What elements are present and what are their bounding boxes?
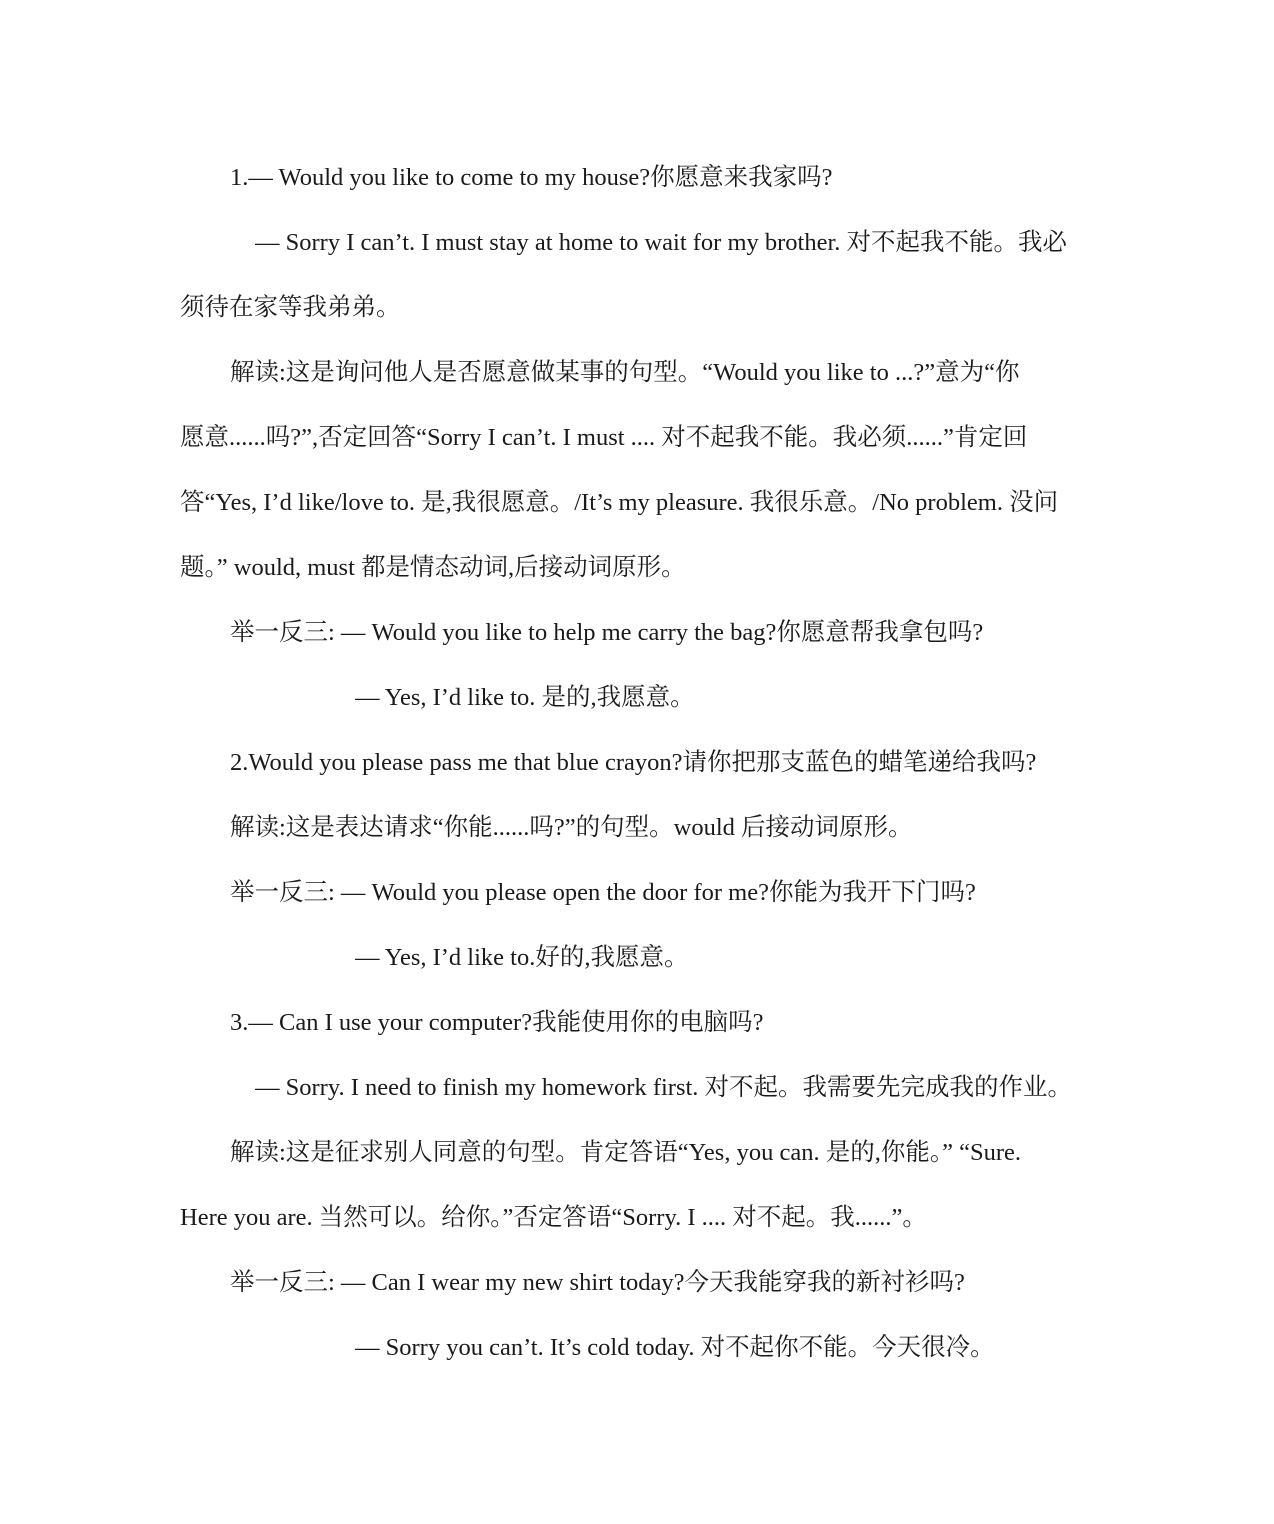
text-line: 解读:这是征求别人同意的句型。肯定答语“Yes, you can. 是的,你能。” “Sure. bbox=[230, 1139, 1021, 1166]
text-line: 3.— Can I use your computer?我能使用你的电脑吗? bbox=[230, 1009, 764, 1036]
text-line: 题。” would, must 都是情态动词,后接动词原形。 bbox=[180, 554, 686, 581]
text-line: 举一反三: — Can I wear my new shirt today?今天我能穿我的新衬衫吗? bbox=[230, 1269, 965, 1296]
text-line: — Yes, I’d like to. 是的,我愿意。 bbox=[355, 684, 695, 711]
text-line: — Sorry you can’t. It’s cold today. 对不起你不能。今天很冷。 bbox=[355, 1334, 995, 1361]
text-line: — Sorry I can’t. I must stay at home to wait for my brother. 对不起我不能。我必 bbox=[255, 229, 1068, 256]
text-line: 解读:这是表达请求“你能......吗?”的句型。would 后接动词原形。 bbox=[230, 814, 913, 841]
text-line: 举一反三: — Would you like to help me carry the bag?你愿意帮我拿包吗? bbox=[230, 619, 984, 646]
text-line: Here you are. 当然可以。给你。”否定答语“Sorry. I .... 对不起。我......”。 bbox=[180, 1204, 927, 1231]
text-line: 2.Would you please pass me that blue crayon?请你把那支蓝色的蜡笔递给我吗? bbox=[230, 749, 1037, 776]
text-line: 愿意......吗?”,否定回答“Sorry I can’t. I must .... 对不起我不能。我必须......”肯定回 bbox=[180, 424, 1028, 451]
text-line: 答“Yes, I’d like/love to. 是,我很愿意。/It’s my pleasure. 我很乐意。/No problem. 没问 bbox=[180, 489, 1059, 516]
text-line: 举一反三: — Would you please open the door for me?你能为我开下门吗? bbox=[230, 879, 976, 906]
text-line: 解读:这是询问他人是否愿意做某事的句型。“Would you like to ...?”意为“你 bbox=[230, 359, 1020, 386]
text-line: — Yes, I’d like to.好的,我愿意。 bbox=[355, 944, 689, 971]
text-line: 1.— Would you like to come to my house?你愿意来我家吗? bbox=[230, 164, 833, 191]
text-line: — Sorry. I need to finish my homework first. 对不起。我需要先完成我的作业。 bbox=[255, 1074, 1073, 1101]
text-line: 须待在家等我弟弟。 bbox=[180, 294, 401, 321]
